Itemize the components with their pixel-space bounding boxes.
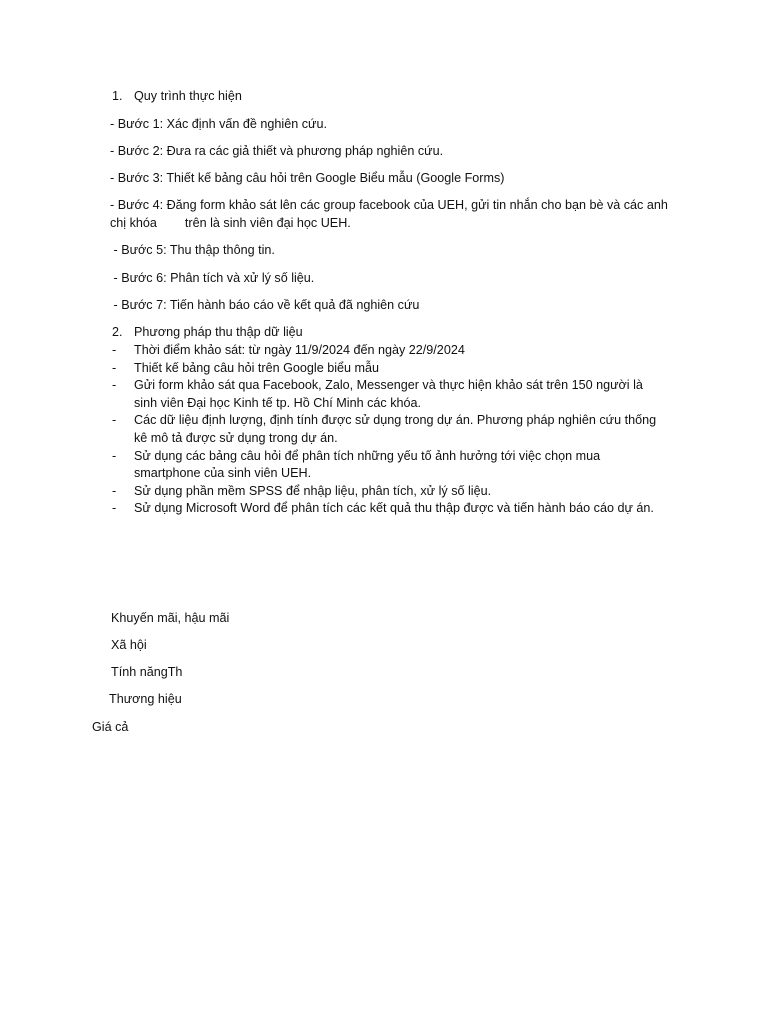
list-item: Sử dụng các bảng câu hỏi để phân tích những yếu tố ảnh hưởng tới việc chọn mua bbox=[134, 449, 601, 463]
list-item: Các dữ liệu định lượng, định tính được sử dụng trong dự án. Phương pháp nghiên cứu thống bbox=[134, 413, 657, 427]
step-2: - Bước 2: Đưa ra các giả thiết và phương pháp nghiên cứu. bbox=[110, 144, 444, 158]
step-4: - Bước 4: Đăng form khảo sát lên các group facebook của UEH, gửi tin nhắn cho bạn bè và các anh bbox=[110, 198, 668, 212]
section-1-number: 1. bbox=[112, 89, 123, 103]
step-7: - Bước 7: Tiến hành báo cáo về kết quả đã nghiên cứu bbox=[110, 298, 420, 312]
step-3: - Bước 3: Thiết kế bảng câu hỏi trên Google Biểu mẫu (Google Forms) bbox=[110, 171, 505, 185]
list-item: Thiết kế bảng câu hỏi trên Google biểu mẫu bbox=[134, 361, 380, 375]
bullet-dash: - bbox=[112, 501, 117, 515]
factor-label: Xã hội bbox=[111, 638, 147, 652]
list-item: Sử dụng Microsoft Word để phân tích các kết quả thu thập được và tiến hành báo cáo dự án. bbox=[134, 501, 654, 515]
list-item: Gửi form khảo sát qua Facebook, Zalo, Messenger và thực hiện khảo sát trên 150 người là bbox=[134, 378, 643, 392]
bullet-dash: - bbox=[112, 484, 117, 498]
list-item-continued: kê mô tả được sử dụng trong dự án. bbox=[134, 431, 338, 445]
section-1-title: Quy trình thực hiện bbox=[134, 89, 242, 103]
step-4-continued: chị khóa trên là sinh viên đại học UEH. bbox=[110, 216, 351, 230]
bullet-dash: - bbox=[112, 449, 117, 463]
list-item: Sử dụng phần mềm SPSS để nhập liệu, phân tích, xử lý số liệu. bbox=[134, 484, 492, 498]
factor-label: Thương hiệu bbox=[109, 692, 182, 706]
bullet-dash: - bbox=[112, 378, 117, 392]
bullet-dash: - bbox=[112, 361, 117, 375]
list-item: Thời điểm khảo sát: từ ngày 11/9/2024 đến ngày 22/9/2024 bbox=[134, 343, 465, 357]
section-2-number: 2. bbox=[112, 325, 123, 339]
factor-label: Tính năngTh bbox=[111, 665, 183, 679]
step-5: - Bước 5: Thu thập thông tin. bbox=[110, 243, 275, 257]
list-item-continued: sinh viên Đại học Kinh tế tp. Hồ Chí Minh các khóa. bbox=[134, 396, 422, 410]
bullet-dash: - bbox=[112, 343, 117, 357]
list-item-continued: smartphone của sinh viên UEH. bbox=[134, 466, 312, 480]
factor-label: Khuyến mãi, hậu mãi bbox=[111, 611, 230, 625]
bullet-dash: - bbox=[112, 413, 117, 427]
step-6: - Bước 6: Phân tích và xử lý số liệu. bbox=[110, 271, 315, 285]
section-2-title: Phương pháp thu thập dữ liệu bbox=[134, 325, 303, 339]
step-1: - Bước 1: Xác định vấn đề nghiên cứu. bbox=[110, 117, 327, 131]
factor-label: Giá cả bbox=[92, 720, 129, 734]
